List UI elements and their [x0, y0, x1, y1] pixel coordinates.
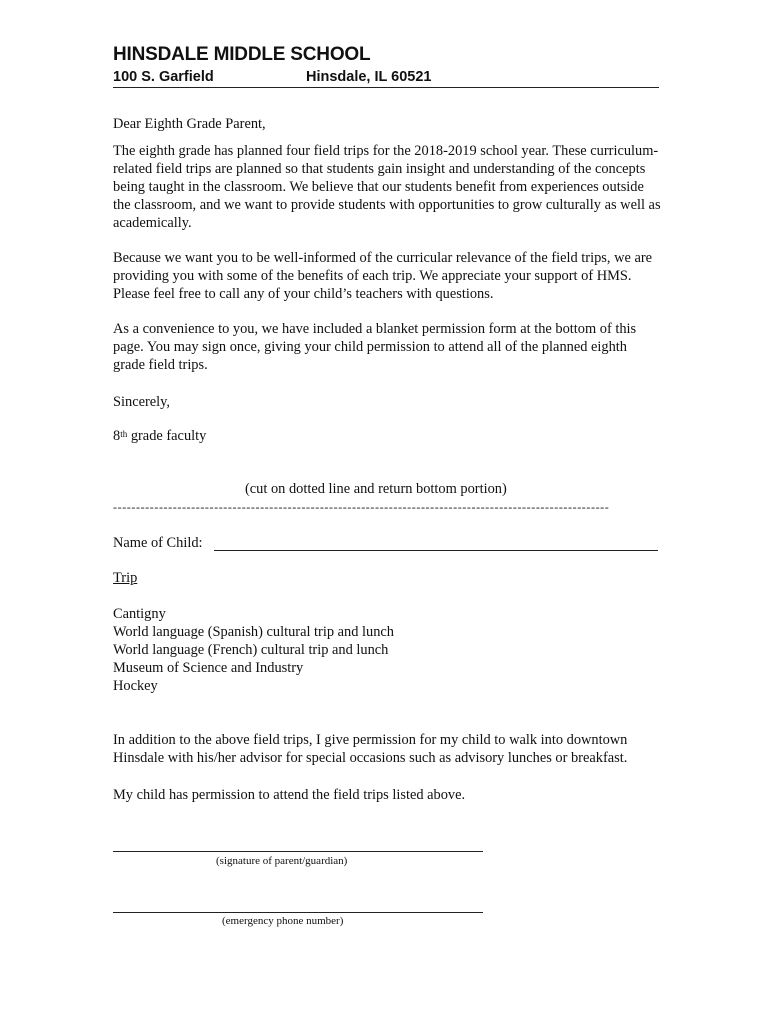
phone-caption: (emergency phone number) [222, 915, 344, 927]
child-name-label: Name of Child: [113, 535, 203, 551]
paragraph-4-text: In addition to the above field trips, I give permission for my child to walk into downtown Hinsdale with his/her advisor for special occasions such as advisory lunches or breakfast. [113, 732, 628, 766]
trip-item: Cantigny [113, 606, 166, 622]
trip-list [113, 605, 394, 695]
cut-line: ------------------------------------------------------------------------------------------------------------ [113, 500, 610, 514]
closing-text: Sincerely, [113, 394, 171, 410]
permission-statement [113, 786, 661, 804]
signature-field[interactable] [113, 851, 483, 852]
school-name: HINSDALE MIDDLE SCHOOL [113, 44, 371, 65]
paragraph-5-text: My child has permission to attend the field trips listed above. [113, 787, 466, 803]
paragraph-2-text: Because we want you to be well-informed of the curricular relevance of the field trips, we are providing you with some of the benefits of each trip. We appreciate your support of HMS. Please feel free to call any of your child’s teachers with questions. [113, 250, 653, 302]
faculty-label: grade faculty [127, 428, 207, 444]
letter-paragraph-3 [113, 320, 661, 374]
letter-closing [113, 393, 661, 411]
paragraph-1-text: The eighth grade has planned four field trips for the 2018-2019 school year. These curriculum-related field trips are planned so that students gain insight and understanding of the concepts being taught in the classroom. We believe that our students benefit from experiences outside the classroom, and we want to provide students with opportunities to grow culturally as well as academically. [113, 143, 661, 231]
emergency-phone-field[interactable] [113, 912, 483, 913]
city-state-zip: Hinsdale, IL 60521 [306, 69, 432, 85]
letter-signoff [113, 427, 661, 445]
cut-instruction: (cut on dotted line and return bottom portion) [245, 481, 507, 497]
letter-paragraph-2 [113, 249, 661, 303]
child-name-field[interactable] [214, 550, 658, 551]
letter-greeting [113, 115, 661, 133]
child-name-row [113, 535, 661, 552]
grade-ordinal-suffix: th [120, 429, 128, 439]
signature-caption: (signature of parent/guardian) [216, 855, 348, 867]
greeting-text: Dear Eighth Grade Parent, [113, 116, 266, 132]
downtown-permission-paragraph [113, 731, 661, 767]
trip-heading: Trip [113, 570, 138, 586]
trip-item: Museum of Science and Industry [113, 660, 304, 676]
grade-number: 8 [113, 428, 121, 444]
trip-item: World language (French) cultural trip and lunch [113, 642, 389, 658]
header-divider [113, 87, 659, 88]
street-address: 100 S. Garfield [113, 69, 214, 85]
trip-item: World language (Spanish) cultural trip and lunch [113, 624, 394, 640]
letter-paragraph-1 [113, 142, 661, 232]
trip-item: Hockey [113, 678, 158, 694]
paragraph-3-text: As a convenience to you, we have included a blanket permission form at the bottom of this page. You may sign once, giving your child permission to attend all of the planned eighth grade field trips. [113, 321, 637, 373]
signoff-text [113, 427, 661, 445]
